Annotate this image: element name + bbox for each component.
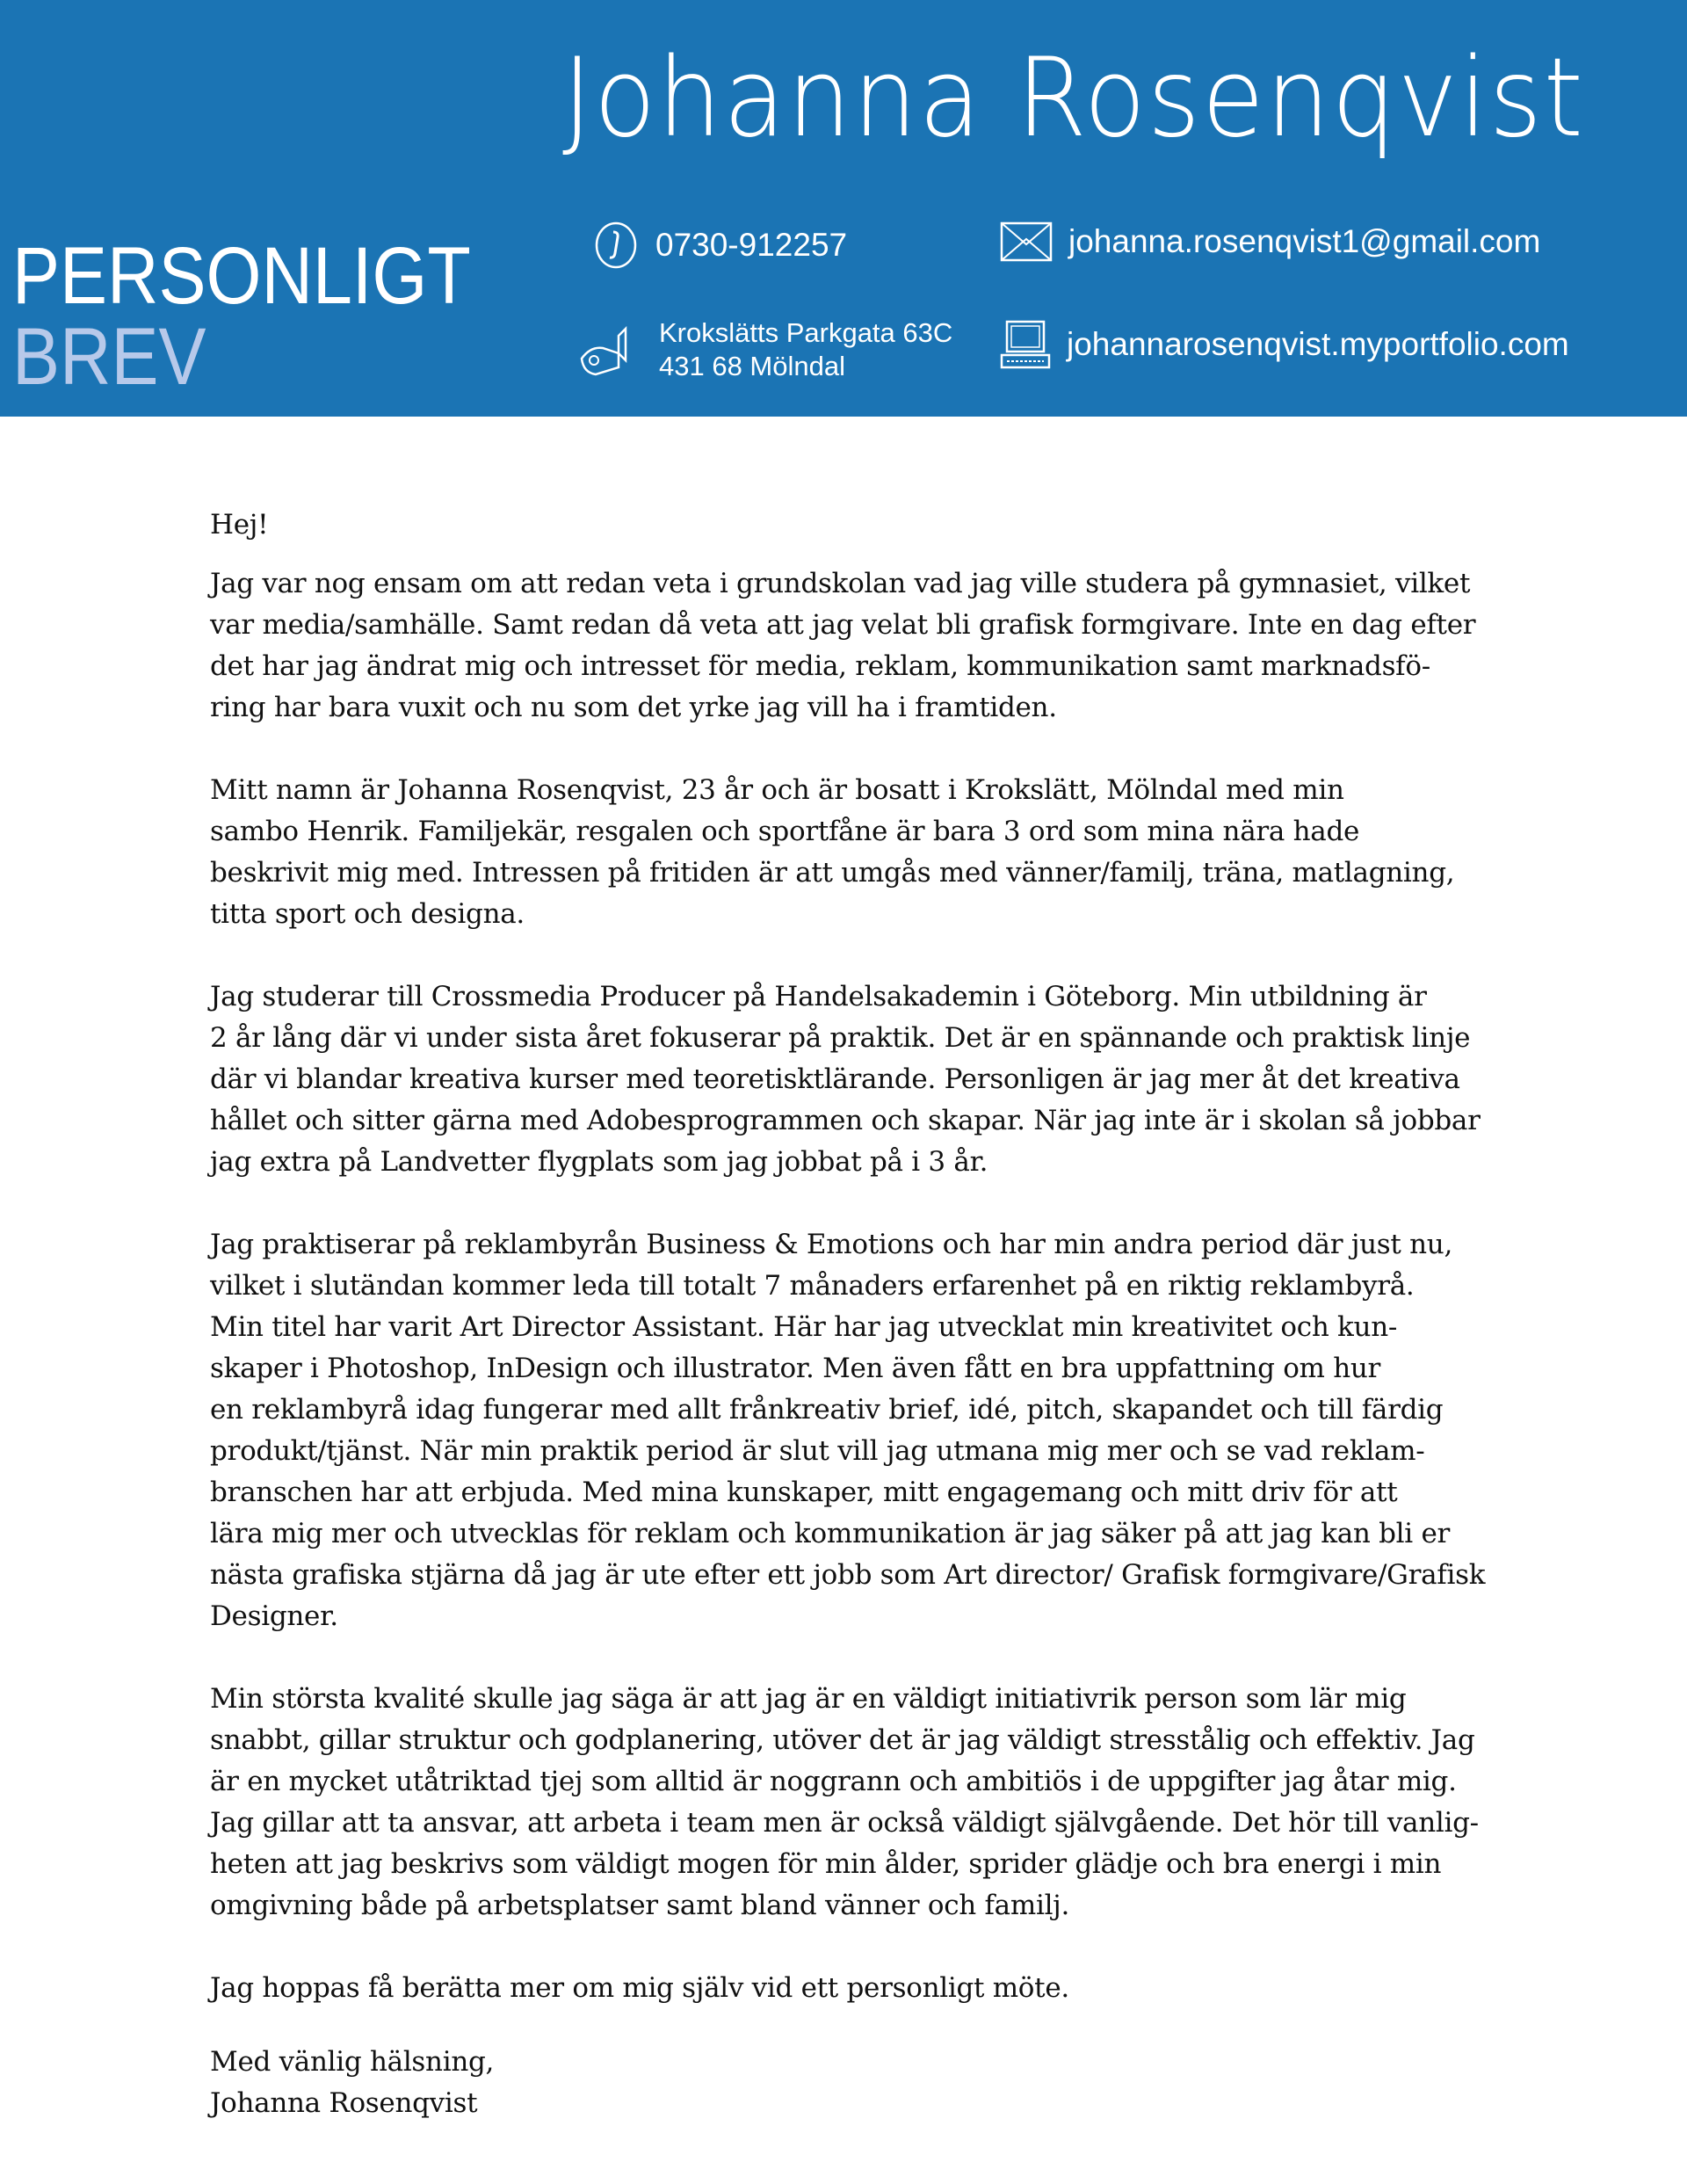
text-line: Jag studerar till Crossmedia Producer på Handelsakademin i Göteborg. Min utbildning är [210,981,1427,1012]
text-line: det har jag ändrat mig och intresset för media, reklam, kommunikation samt marknadsfö- [210,650,1430,682]
paragraph-5 [210,1679,1493,1926]
phone-number[interactable]: 0730-912257 [655,227,848,263]
text-line: en reklambyrå idag fungerar med allt frånkreativ brief, idé, pitch, skapandet och till färdig [210,1394,1444,1426]
portfolio-url[interactable]: johannarosenqvist.myportfolio.com [1067,326,1569,362]
text-line: produkt/tjänst. När min praktik period är slut vill jag utmana mig mer och se vad reklam- [210,1435,1425,1467]
text-line: hållet och sitter gärna med Adobesprogrammen och skapar. När jag inte är i skolan så jobbar [210,1105,1481,1136]
text-line: sambo Henrik. Familjekär, resgalen och sportfåne är bara 3 ord som mina nära hade [210,816,1360,847]
text-line: Jag var nog ensam om att redan veta i grundskolan vad jag ville studera på gymnasiet, vilket [210,568,1471,599]
paragraph-2 [210,770,1493,935]
text-line: Min största kvalité skulle jag säga är att jag är en väldigt initiativrik person som lär mig [210,1683,1407,1715]
applicant-name: Johanna Rosenqvist [562,35,1585,162]
address-city: 431 68 Mölndal [659,351,845,381]
envelope-icon [1000,221,1053,262]
phone-icon [592,221,640,269]
contact-email [1000,221,1540,262]
text-line: skaper i Photoshop, InDesign och illustrator. Men även fått en bra uppfattning om hur [210,1353,1381,1384]
contact-website [1000,320,1569,369]
text-line: snabbt, gillar struktur och godplanering, utöver det är jag väldigt stresstålig och effektiv. Jag [210,1724,1475,1756]
letterhead [0,0,1687,417]
paragraph-1 [210,563,1493,729]
document-title [12,231,471,402]
text-line: nästa grafiska stjärna då jag är ute efter ett jobb som Art director/ Grafisk formgivare/Grafisk [210,1559,1486,1591]
text-line: jag extra på Landvetter flygplats som jag jobbat på i 3 år. [210,1146,988,1178]
address-street: Krokslätts Parkgata 63C [659,317,953,348]
text-line: ring har bara vuxit och nu som det yrke jag vill ha i framtiden. [210,692,1057,723]
computer-icon [1000,320,1051,369]
letter-body [210,504,1493,2166]
text-line: är en mycket utåtriktad tjej som alltid är noggrann och ambitiös i de uppgifter jag åtar mig. [210,1766,1457,1797]
text-line: beskrivit mig med. Intressen på fritiden är att umgås med vänner/familj, träna, matlagning, [210,857,1455,889]
text-line: Designer. [210,1600,338,1632]
text-line: var media/samhälle. Samt redan då veta att jag velat bli grafisk formgivare. Inte en dag efter [210,609,1476,641]
contact-address [576,316,952,383]
email-address[interactable]: johanna.rosenqvist1@gmail.com [1068,223,1541,259]
sign-off [210,2042,1493,2124]
text-line: 2 år lång där vi under sista året fokuserar på praktik. Det är en spännande och praktisk linje [210,1022,1471,1054]
text-line: lära mig mer och utvecklas för reklam och kommunikation är jag säker på att jag kan bli er [210,1518,1451,1549]
document-title-line1: PERSONLIGT [12,231,471,321]
text-line: Mitt namn är Johanna Rosenqvist, 23 år och är bosatt i Krokslätt, Mölndal med min [210,774,1344,806]
text-line: Min titel har varit Art Director Assistant. Här har jag utvecklat min kreativitet och kun- [210,1311,1398,1343]
text-line: heten att jag beskrivs som väldigt mogen för min ålder, sprider glädje och bra energi i min [210,1848,1442,1880]
contact-phone [592,221,847,269]
document-title-line2: BREV [12,312,206,402]
greeting: Hej! [210,509,269,541]
paragraph-4 [210,1224,1493,1637]
text-line: branschen har att erbjuda. Med mina kunskaper, mitt engagemang och mitt driv för att [210,1477,1398,1508]
text-line: vilket i slutändan kommer leda till totalt 7 månaders erfarenhet på en riktig reklambyrå. [210,1270,1415,1302]
mailbox-icon [576,323,643,376]
text-line: omgivning både på arbetsplatser samt bland vänner och familj. [210,1890,1070,1921]
text-line: där vi blandar kreativa kurser med teoretisktlärande. Personligen är jag mer åt det kreativa [210,1063,1460,1095]
text-line: Jag gillar att ta ansvar, att arbeta i team men är också väldigt självgående. Det hör till vanlig- [210,1807,1479,1839]
paragraph-3 [210,976,1493,1183]
paragraph-6: Jag hoppas få berätta mer om mig själv vid ett personligt möte. [210,1972,1069,2004]
signature: Johanna Rosenqvist [210,2087,478,2119]
text-line: titta sport och designa. [210,898,525,930]
text-line: Jag praktiserar på reklambyrån Business & Emotions och har min andra period där just nu, [210,1229,1452,1260]
closing: Med vänlig hälsning, [210,2046,495,2078]
